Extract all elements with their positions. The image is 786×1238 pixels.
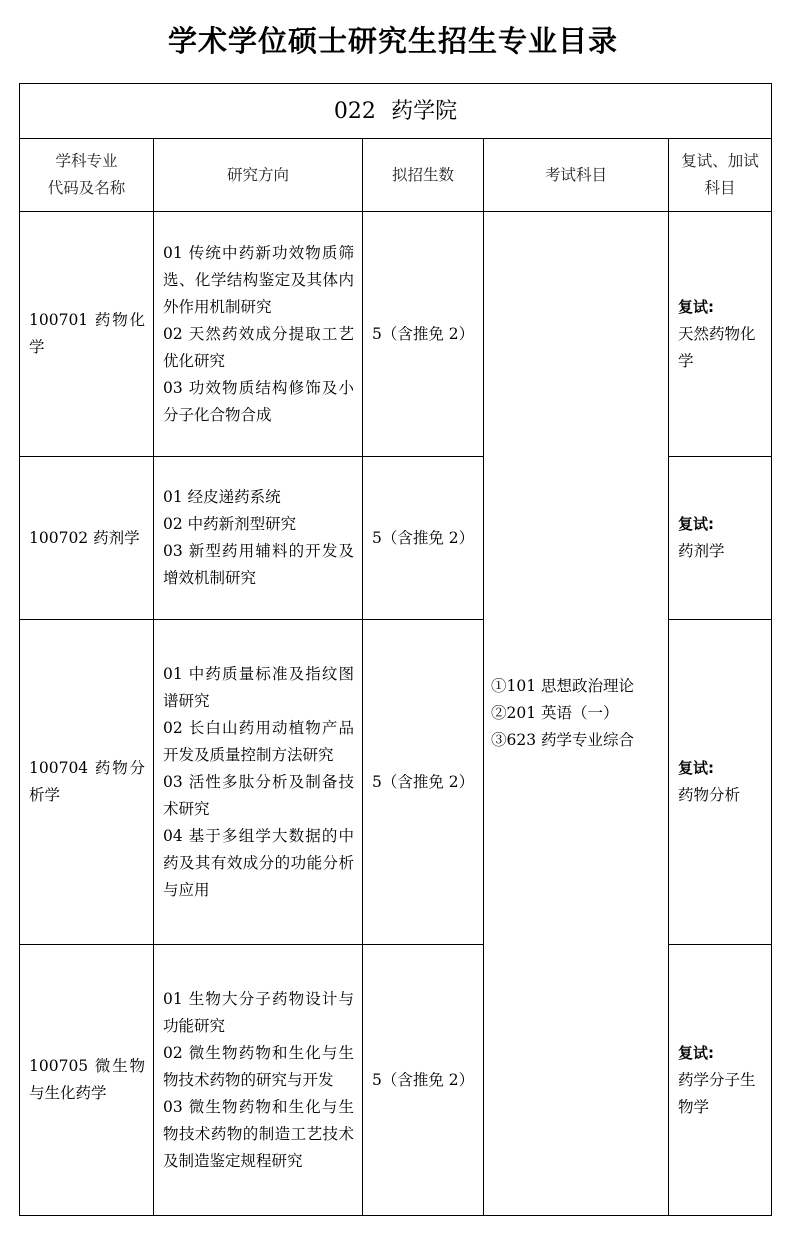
page-title: 学术学位硕士研究生招生专业目录 (167, 24, 618, 58)
direction-item: 02 天然药效成分提取工艺优化研究 (163, 324, 354, 370)
direction-item: 02 微生物药物和生化与生物技术药物的研究与开发 (163, 1043, 354, 1089)
table-row (20, 212, 772, 457)
header-major (20, 139, 154, 212)
research-directions (154, 945, 363, 1216)
quota: 5（含推免 2） (363, 212, 484, 457)
major-code-name: 100704 药物分析学 (20, 620, 154, 945)
retest-subjects (669, 457, 772, 620)
retest-label: 复试: (678, 297, 714, 316)
retest-label: 复试: (678, 759, 714, 777)
retest-subjects (669, 212, 772, 457)
direction-item: 01 经皮递药系统 (163, 488, 281, 506)
retest-value: 药物分析 (678, 786, 741, 804)
direction-item: 01 生物大分子药物设计与功能研究 (163, 989, 354, 1035)
quota: 5（含推免 2） (363, 945, 484, 1216)
direction-item: 01 传统中药新功效物质筛选、化学结构鉴定及其体内外作用机制研究 (163, 243, 354, 316)
research-directions (154, 457, 363, 620)
direction-item: 03 活性多肽分析及制备技术研究 (163, 772, 354, 818)
direction-item: 01 中药质量标准及指纹图谱研究 (163, 664, 354, 710)
major-code-name: 100702 药剂学 (20, 457, 154, 620)
college-name: 药学院 (391, 98, 458, 124)
retest-label: 复试: (678, 515, 714, 533)
direction-item: 03 功效物质结构修饰及小分子化合物合成 (163, 378, 354, 424)
header-retest-line-2: 科目 (704, 179, 736, 197)
retest-label: 复试: (678, 1043, 714, 1062)
research-directions (154, 212, 363, 457)
direction-item: 03 新型药用辅料的开发及增效机制研究 (163, 542, 354, 587)
retest-subjects (669, 945, 772, 1216)
college-row (20, 84, 772, 139)
direction-item: 02 长白山药用动植物产品开发及质量控制方法研究 (163, 718, 354, 764)
exam-subjects (484, 212, 669, 1216)
retest-subjects (669, 620, 772, 945)
major-code-name: 100705 微生物与生化药学 (20, 945, 154, 1216)
retest-value: 药剂学 (678, 542, 725, 560)
header-exam: 考试科目 (484, 139, 669, 212)
direction-item: 03 微生物药物和生化与生物技术药物的制造工艺技术及制造鉴定规程研究 (163, 1097, 354, 1170)
retest-value: 药学分子生物学 (678, 1070, 756, 1116)
quota: 5（含推免 2） (363, 457, 484, 620)
retest-value: 天然药物化学 (678, 324, 756, 370)
research-directions (154, 620, 363, 945)
header-row (20, 139, 772, 212)
college-code: 022 (333, 98, 376, 124)
quota: 5（含推免 2） (363, 620, 484, 945)
header-major-line-2: 代码及名称 (47, 179, 126, 197)
major-catalog-table (19, 83, 772, 1216)
header-direction: 研究方向 (154, 139, 363, 212)
college-heading (20, 84, 772, 139)
exam-subject-item: ①101 思想政治理论 (491, 677, 635, 695)
direction-item: 02 中药新剂型研究 (163, 515, 297, 533)
major-code-name: 100701 药物化学 (20, 212, 154, 457)
direction-item: 04 基于多组学大数据的中药及其有效成分的功能分析与应用 (163, 826, 354, 899)
exam-subject-item: ③623 药学专业综合 (491, 731, 635, 749)
exam-subject-item: ②201 英语（一） (491, 704, 619, 722)
header-retest (669, 139, 772, 212)
header-quota: 拟招生数 (363, 139, 484, 212)
header-retest-line-1: 复试、加试 (681, 152, 759, 170)
header-major-line-1: 学科专业 (55, 152, 118, 170)
